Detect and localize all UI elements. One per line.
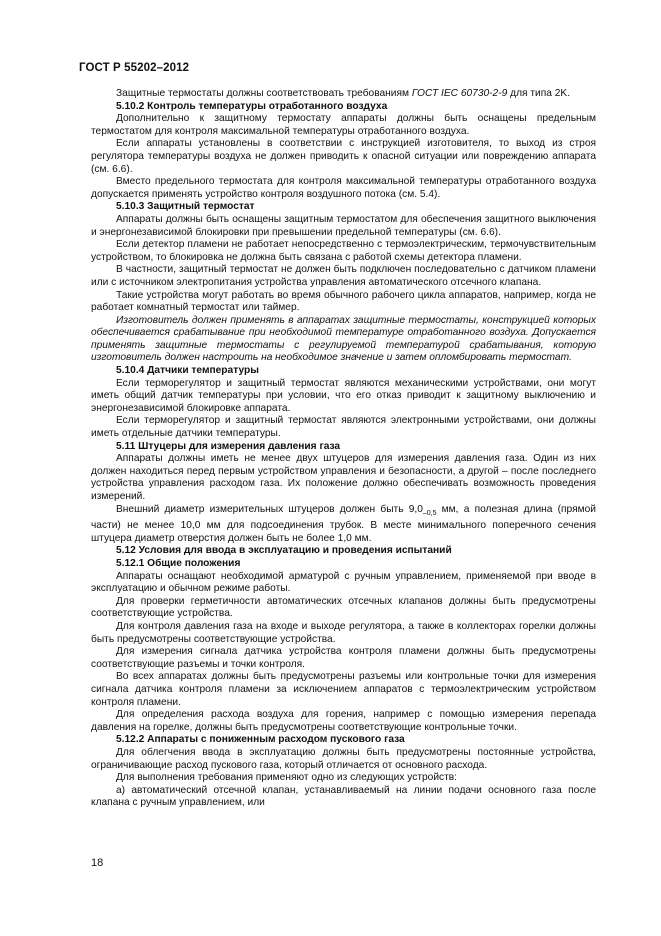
paragraph: Вместо предельного термостата для контроля максимальной температуры отработанного воздуха допускается применять устройство контроля воздушного потока (см. 5.4). [91,176,596,200]
paragraph: Если терморегулятор и защитный термостат являются механическими устройствами, они могут иметь общий датчик температуры при условии, что его отказ приводит к защитному выключению и энергонезависимой блокировке аппарата. [91,377,596,414]
paragraph: а) автоматический отсечной клапан, устанавливаемый на линии подачи основного газа после клапана с ручным управлением, или [91,784,596,809]
paragraph: Для облегчения ввода в эксплуатацию должны быть предусмотрены постоянные устройства, ограничивающие расход пускового газа, который отличается от основного расхода. [91,746,596,771]
paragraph: Если аппараты установлены в соответствии с инструкцией изготовителя, то выход из строя регулятора температуры воздуха не должен приводить к опасной ситуации или повреждению аппарата (см. 6.6). [91,138,596,175]
section-heading: 5.12.1 Общие положения [116,558,241,569]
paragraph-text: для типа 2K. [507,88,571,99]
paragraph: Во всех аппаратах должны быть предусмотрены разъемы или контрольные точки для измерения сигнала датчика контроля пламени за исключением аппаратов с термоэлектрическим устройством контроля пламени. [91,671,596,708]
section-heading: 5.12.2 Аппараты с пониженным расходом пускового газа [116,734,405,746]
paragraph: В частности, защитный термостат не должен быть подключен последовательно с датчиком пламени или с источником электропитания устройства управления автоматического отсечного клапана. [91,264,596,288]
section-heading: 5.10.4 Датчики температуры [116,365,259,377]
paragraph [91,88,596,101]
section-heading: 5.10.2 Контроль температуры отработанного воздуха [116,100,388,112]
section-heading: 5.10.3 Защитный термостат [116,201,255,213]
standard-reference: ГОСТ IEC 60730-2-9 [411,88,508,99]
paragraph: Для определения расхода воздуха для горения, например с помощью измерения перепада давления на горелке, должны быть предусмотрены соответствующие контрольные точки. [91,709,596,733]
paragraph: Для контроля давления газа на входе и выходе регулятора, а также в коллекторах горелки должны быть предусмотрены соответствующие устройства. [91,620,596,645]
paragraph: Для проверки герметичности автоматических отсечных клапанов должны быть предусмотрены соответствующие устройства. [91,595,596,620]
document-body [91,88,596,810]
section-heading: 5.12 Условия для ввода в эксплуатацию и проведения испытаний [116,545,452,557]
paragraph: Изготовитель должен применять в аппаратах защитные термостаты, конструкцией которых обеспечивается срабатывание при необходимой температуре отработанного воздуха. Допускается применять защитные термостаты с регулируемой температурой срабатывания, которую изготовитель должен настроить на необходимое значение и затем опломбировать термостат. [91,314,596,364]
paragraph: Если терморегулятор и защитный термостат являются электронными устройствами, они должны иметь отдельные датчики температуры. [91,415,596,440]
page-number: 18 [91,857,104,869]
paragraph: Аппараты должны иметь не менее двух штуцеров для измерения давления газа. Один из них должен находиться перед первым устройством управления и безопасности, а другой – после последнего устройства управления расходом газа. Их положение должно обеспечивать возможность проведения измерений. [91,453,596,502]
paragraph-text: Внешний диаметр измерительных штуцеров должен быть 9,0 [116,503,423,515]
subscript-tolerance: –0,5 [422,509,437,517]
paragraph: Аппараты оснащают необходимой арматурой с ручным управлением, применяемой при вводе в эксплуатацию и обычном режиме работы. [91,570,596,595]
paragraph [91,504,596,546]
paragraph: Аппараты должны быть оснащены защитным термостатом для обеспечения защитного выключения и энергонезависимой блокировки при превышении предельной температуры (см. 6.6). [91,213,596,238]
section-heading: 5.11 Штуцеры для измерения давления газа [116,440,341,452]
paragraph-text: Защитные термостаты должны соответствовать требованиям [116,88,412,99]
paragraph: Такие устройства могут работать во время обычного рабочего цикла аппаратов, например, когда не работает комнатный термостат или таймер. [91,289,596,314]
paragraph-text: мм, а полезная длина (прямой части) не менее 10,0 мм для подсоединения трубок. В месте минимального поперечного сечения штуцера диаметр отверстия должен быть не более 1,0 мм. [91,503,596,544]
document-header: ГОСТ Р 55202–2012 [79,62,190,74]
paragraph: Для измерения сигнала датчика устройства контроля пламени должны быть предусмотрены соответствующие разъемы и точки контроля. [91,646,596,670]
paragraph: Дополнительно к защитному термостату аппараты должны быть оснащены предельным термостатом для контроля максимальной температуры отработанного воздуха. [91,113,596,137]
paragraph: Для выполнения требования применяют одно из следующих устройств: [116,772,458,784]
paragraph: Если детектор пламени не работает непосредственно с термоэлектрическим, термочувствительным устройством, то блокировка не должна быть связана с работой схемы детектора пламени. [91,239,596,263]
